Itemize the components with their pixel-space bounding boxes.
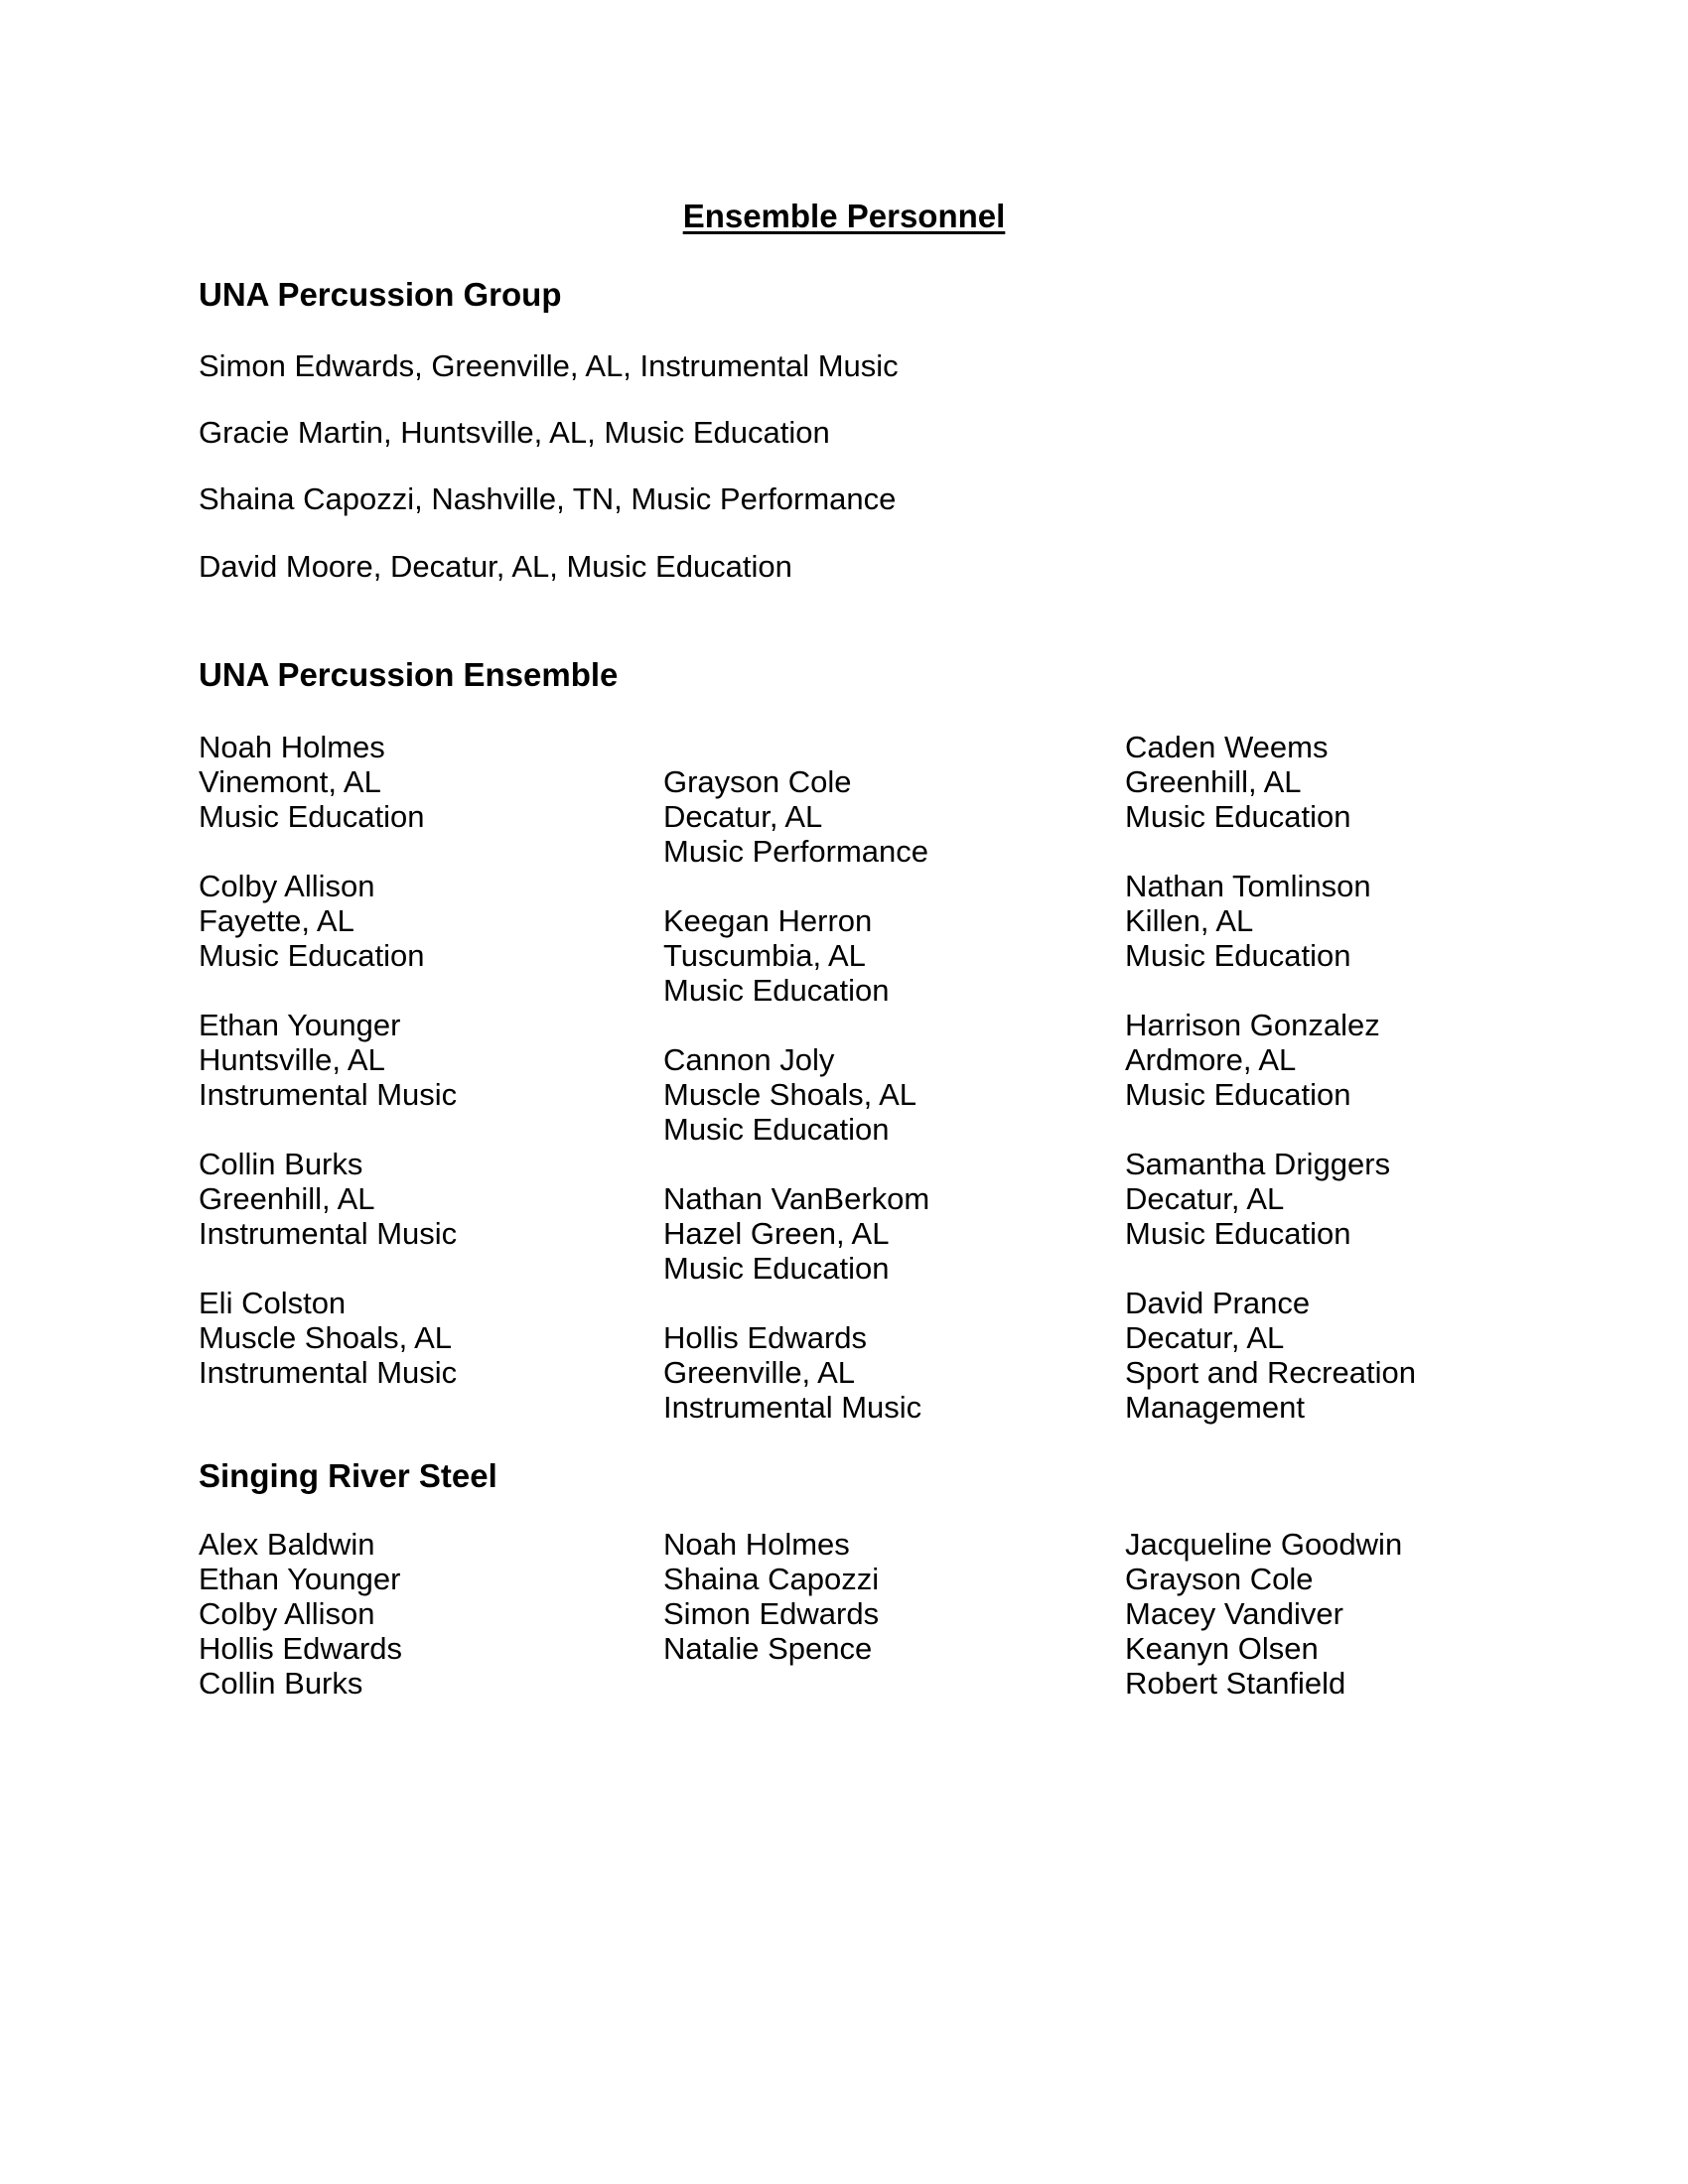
member-name: Nathan Tomlinson [1125,869,1371,903]
ensemble-column-2 [663,764,1100,1459]
member-name: Hollis Edwards [663,1320,868,1355]
member-city: Greenhill, AL [1125,764,1302,799]
member-block [1125,1008,1542,1112]
member-block [1125,730,1542,834]
member-block [199,1008,635,1112]
member-block [1125,1286,1542,1425]
member-major: Instrumental Music [199,1077,458,1112]
member-name: Cannon Joly [663,1042,835,1077]
member-major: Music Education [199,938,425,973]
group-member-line: Gracie Martin, Huntsville, AL, Music Education [199,415,830,450]
member-city: Ardmore, AL [1125,1042,1297,1077]
member-city: Vinemont, AL [199,764,381,799]
member-block [199,730,635,834]
member-major: Instrumental Music [199,1216,458,1251]
steel-column-2 [663,1527,1100,1666]
member-major: Music Education [663,1112,890,1147]
member-name: Jacqueline Goodwin [1125,1527,1403,1562]
member-name: Nathan VanBerkom [663,1181,930,1216]
member-name: Alex Baldwin [199,1527,375,1562]
member-city: Muscle Shoals, AL [199,1320,453,1355]
member-name: Samantha Driggers [1125,1147,1391,1181]
ensemble-column-3 [1125,730,1542,1459]
member-major: Music Education [1125,799,1351,834]
member-block [663,1181,1100,1286]
member-city: Greenhill, AL [199,1181,375,1216]
member-block [1125,1147,1542,1251]
member-name: Caden Weems [1125,730,1329,764]
member-block [1125,869,1542,973]
member-city: Decatur, AL [1125,1181,1285,1216]
member-name: Noah Holmes [199,730,385,764]
section-heading-una-percussion-ensemble: UNA Percussion Ensemble [199,656,619,693]
member-block [663,1042,1100,1147]
member-major: Music Education [663,973,890,1008]
member-city: Decatur, AL [663,799,823,834]
member-major: Instrumental Music [199,1355,458,1390]
document-title: Ensemble Personnel [682,198,1006,234]
steel-column-1 [199,1527,635,1701]
member-major: Sport and Recreation Management [1125,1355,1416,1425]
member-block [199,869,635,973]
member-major: Music Education [1125,938,1351,973]
member-name: Robert Stanfield [1125,1666,1346,1701]
group-member-line: Simon Edwards, Greenville, AL, Instrumental Music [199,348,899,383]
member-name: Shaina Capozzi [663,1562,880,1596]
member-name: Grayson Cole [1125,1562,1314,1596]
member-name: Ethan Younger [199,1562,401,1596]
member-name: Grayson Cole [663,764,852,799]
ensemble-column-1 [199,730,635,1425]
member-name: Collin Burks [199,1147,363,1181]
member-city: Huntsville, AL [199,1042,385,1077]
member-name: Colby Allison [199,869,375,903]
member-name: Colby Allison [199,1596,375,1631]
member-major: Instrumental Music [663,1390,922,1425]
member-block [663,903,1100,1008]
member-name: Noah Holmes [663,1527,850,1562]
member-name: Natalie Spence [663,1631,873,1666]
member-city: Tuscumbia, AL [663,938,866,973]
member-block [199,1147,635,1251]
member-name: Collin Burks [199,1666,363,1701]
member-block [663,764,1100,869]
member-major: Music Performance [663,834,929,869]
member-city: Greenville, AL [663,1355,855,1390]
member-block [199,1286,635,1390]
group-member-line: David Moore, Decatur, AL, Music Education [199,549,792,584]
member-name: Keanyn Olsen [1125,1631,1319,1666]
member-name: Macey Vandiver [1125,1596,1343,1631]
member-city: Hazel Green, AL [663,1216,890,1251]
member-name: Eli Colston [199,1286,347,1320]
member-major: Music Education [1125,1077,1351,1112]
member-name: Ethan Younger [199,1008,401,1042]
member-name: Simon Edwards [663,1596,880,1631]
member-city: Muscle Shoals, AL [663,1077,917,1112]
group-member-line: Shaina Capozzi, Nashville, TN, Music Performance [199,481,897,516]
member-city: Decatur, AL [1125,1320,1285,1355]
steel-column-3 [1125,1527,1562,1701]
member-major: Music Education [1125,1216,1351,1251]
member-name: David Prance [1125,1286,1311,1320]
section-heading-una-percussion-group: UNA Percussion Group [199,276,562,313]
member-major: Music Education [663,1251,890,1286]
member-name: Keegan Herron [663,903,873,938]
member-major: Music Education [199,799,425,834]
member-city: Fayette, AL [199,903,354,938]
member-city: Killen, AL [1125,903,1254,938]
member-name: Hollis Edwards [199,1631,403,1666]
section-heading-singing-river-steel: Singing River Steel [199,1457,497,1494]
member-block [663,1320,1100,1425]
member-name: Harrison Gonzalez [1125,1008,1380,1042]
